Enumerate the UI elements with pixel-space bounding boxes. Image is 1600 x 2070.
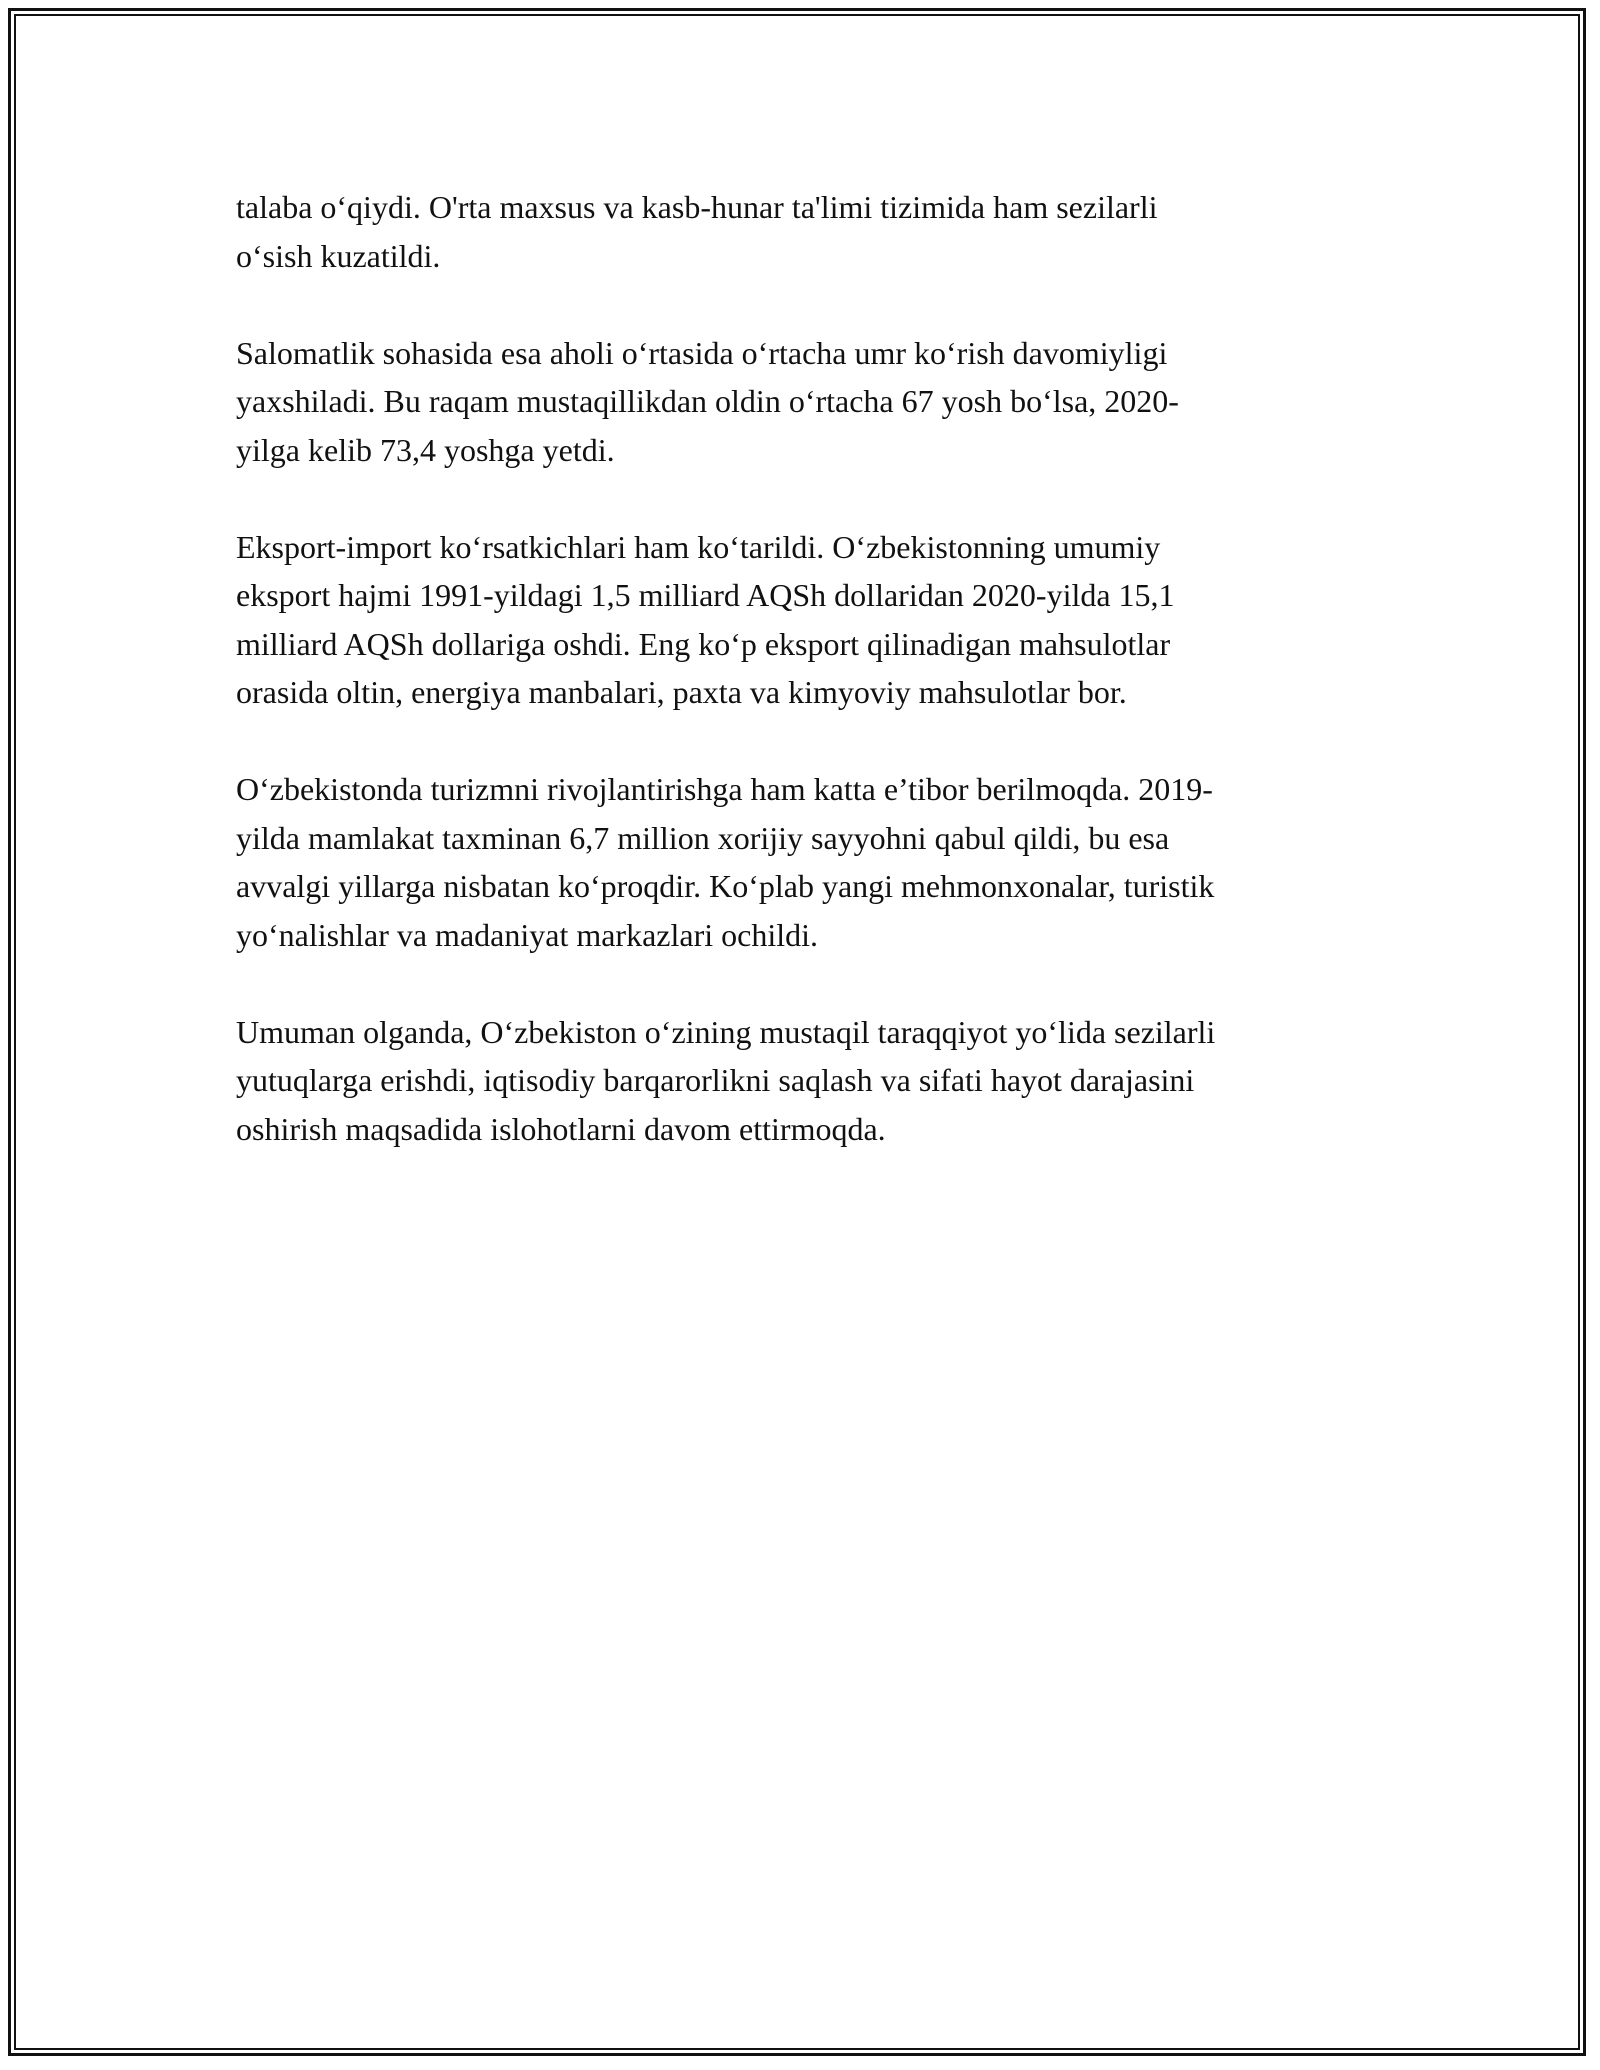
text-line: yaxshiladi. Bu raqam mustaqillikdan oldin oʻrtacha 67 yosh boʻlsa, 2020- (236, 383, 1179, 419)
paragraph-conclusion (236, 1008, 1376, 1154)
text-line: Umuman olganda, Oʻzbekiston oʻzining mustaqil taraqqiyot yoʻlida sezilarli (236, 1013, 1216, 1050)
paragraph-tourism (236, 765, 1376, 959)
text-line: orasida oltin, energiya manbalari, paxta va kimyoviy mahsulotlar bor. (236, 674, 1127, 710)
text-line: yilga kelib 73,4 yoshga yetdi. (236, 431, 615, 468)
text-line: Salomatlik sohasida esa aholi oʻrtasida oʻrtacha umr koʻrish davomiyligi (236, 334, 1168, 371)
text-line: Oʻzbekistonda turizmni rivojlantirishga ham katta e’tibor berilmoqda. 2019- (236, 771, 1213, 807)
text-line: oshirish maqsadida islohotlarni davom ettirmoqda. (236, 1110, 886, 1147)
text-line: talaba oʻqiydi. O'rta maxsus va kasb-hunar ta'limi tizimida ham sezilarli (236, 189, 1158, 225)
text-line: oʻsish kuzatildi. (236, 237, 441, 274)
paragraph-export-import (236, 523, 1376, 717)
document-body (236, 183, 1376, 1202)
text-line: milliard AQSh dollariga oshdi. Eng koʻp eksport qilinadigan mahsulotlar (236, 625, 1171, 662)
text-line: yoʻnalishlar va madaniyat markazlari ochildi. (236, 916, 818, 953)
text-line: yilda mamlakat taxminan 6,7 million xorijiy sayyohni qabul qildi, bu esa (236, 819, 1170, 856)
paragraph-education (236, 183, 1376, 280)
text-line: yutuqlarga erishdi, iqtisodiy barqarorlikni saqlash va sifati hayot darajasini (236, 1062, 1195, 1098)
text-line: eksport hajmi 1991-yildagi 1,5 milliard AQSh dollaridan 2020-yilda 15,1 (236, 577, 1175, 613)
text-line: avvalgi yillarga nisbatan koʻproqdir. Koʻplab yangi mehmonxonalar, turistik (236, 868, 1215, 904)
text-line: Eksport-import koʻrsatkichlari ham koʻtarildi. Oʻzbekistonning umumiy (236, 528, 1161, 565)
paragraph-health (236, 329, 1376, 475)
